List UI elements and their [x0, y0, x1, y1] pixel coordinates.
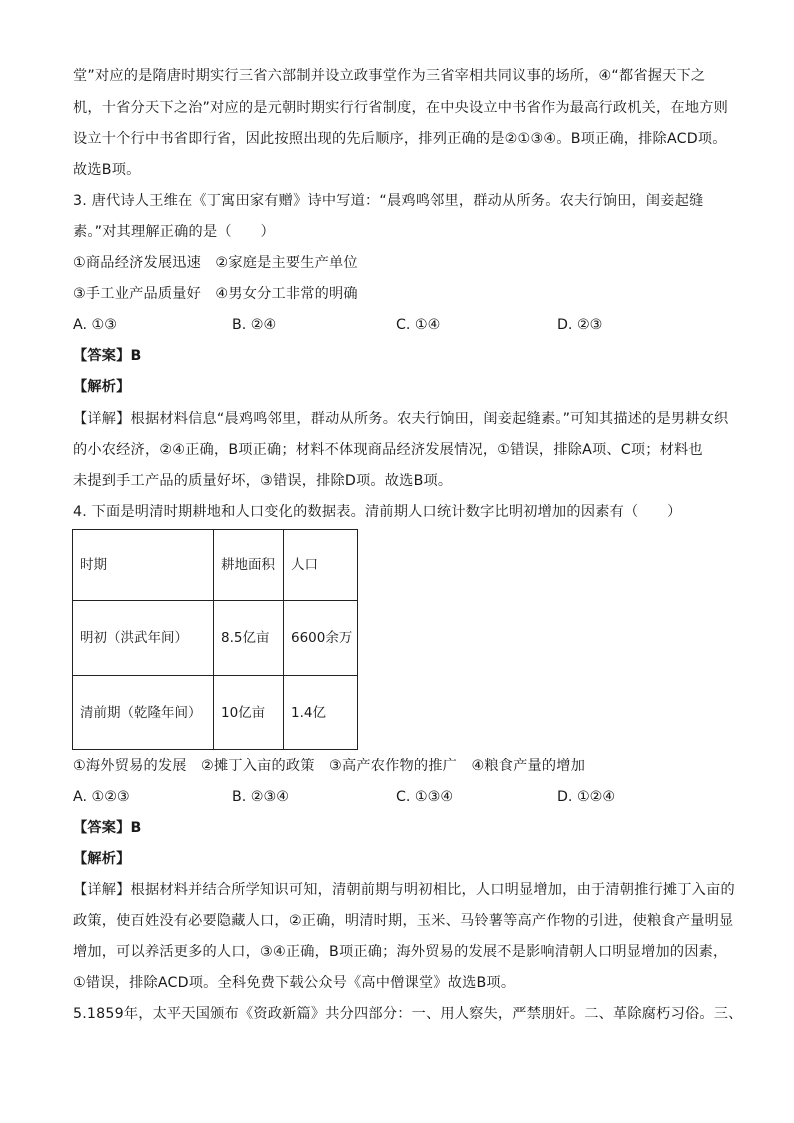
header-period: 时期 — [73, 530, 214, 601]
header-land: 耕地面积 — [214, 530, 284, 601]
q3-items-line-1: ①商品经济发展迅速 ②家庭是主要生产单位 — [73, 255, 358, 271]
q4-option-d: D. ①②④ — [557, 789, 616, 805]
prev-answer-line-1: 堂”对应的是隋唐时期实行三省六部制并设立政事堂作为三省宰相共同议事的场所，④“都省握天下之 — [73, 68, 706, 84]
cell-land: 8.5亿亩 — [214, 601, 284, 676]
q4-answer: 【答案】B — [73, 820, 142, 836]
q3-option-b: B. ②④ — [232, 317, 277, 333]
q4-option-b: B. ②③④ — [232, 789, 289, 805]
prev-answer-line-4: 故选B项。 — [73, 162, 141, 178]
q5-stem: 5.1859年，太平天国颁布《资政新篇》共分四部分：一、用人察失，严禁朋奸。二、革除腐朽习俗。三、 — [73, 1006, 743, 1022]
q3-option-d: D. ②③ — [557, 317, 603, 333]
cell-pop: 6600余万 — [284, 601, 358, 676]
q3-answer: 【答案】B — [73, 348, 142, 364]
q4-items: ①海外贸易的发展 ②摊丁入亩的政策 ③高产农作物的推广 ④粮食产量的增加 — [73, 758, 586, 774]
q3-stem-line-1: 3. 唐代诗人王维在《丁寓田家有赠》诗中写道：“晨鸡鸣邻里，群动从所务。农夫行饷田，闺妾起缝 — [73, 193, 704, 209]
q3-option-c: C. ①④ — [396, 317, 441, 333]
table-header-row — [73, 530, 358, 601]
q3-stem-line-2: 素。”对其理解正确的是（ ） — [73, 224, 275, 240]
cell-period: 明初（洪武年间） — [73, 601, 214, 676]
cell-pop: 1.4亿 — [284, 676, 358, 750]
q4-detail-line-2: 政策，使百姓没有必要隐藏人口，②正确，明清时期，玉米、马铃薯等高产作物的引进，使粮食产量明显 — [73, 913, 734, 929]
header-pop: 人口 — [284, 530, 358, 601]
q4-detail-line-4: ①错误，排除ACD项。全科免费下载公众号《高中僧课堂》故选B项。 — [73, 975, 516, 991]
cell-land: 10亿亩 — [214, 676, 284, 750]
q4-stem: 4. 下面是明清时期耕地和人口变化的数据表。清前期人口统计数字比明初增加的因素有（ ） — [73, 504, 682, 520]
prev-answer-line-3: 设立十个行中书省即行省，因此按照出现的先后顺序，排列正确的是②①③④。B项正确，排除ACD项。 — [73, 131, 727, 147]
q3-detail-line-3: 未提到手工产品的质量好坏，③错误，排除D项。故选B项。 — [73, 473, 453, 489]
prev-answer-line-2: 机，十省分天下之治”对应的是元朝时期实行行省制度，在中央设立中书省作为最高行政机关，在地方则 — [73, 100, 728, 116]
q3-analysis-label: 【解析】 — [73, 379, 131, 395]
cell-period: 清前期（乾隆年间） — [73, 676, 214, 750]
q4-option-a: A. ①②③ — [73, 789, 130, 805]
q4-data-table — [72, 529, 358, 750]
q4-option-c: C. ①③④ — [396, 789, 454, 805]
q3-items-line-2: ③手工业产品质量好 ④男女分工非常的明确 — [73, 286, 358, 302]
table-row — [73, 601, 358, 676]
q4-analysis-label: 【解析】 — [73, 851, 131, 867]
q3-detail-line-1: 【详解】根据材料信息“晨鸡鸣邻里，群动从所务。农夫行饷田，闺妾起缝素。”可知其描述的是男耕女织 — [73, 411, 729, 427]
q4-detail-line-3: 增加，可以养活更多的人口，③④正确，B项正确；海外贸易的发展不是影响清朝人口明显增加的因素， — [73, 944, 728, 960]
q3-option-a: A. ①③ — [73, 317, 117, 333]
q3-detail-line-2: 的小农经济，②④正确，B项正确；材料不体现商品经济发展情况，①错误，排除A项、C项；材料也 — [73, 442, 703, 458]
table-row — [73, 676, 358, 750]
q4-detail-line-1: 【详解】根据材料并结合所学知识可知，清朝前期与明初相比，人口明显增加，由于清朝推行摊丁入亩的 — [73, 882, 735, 898]
